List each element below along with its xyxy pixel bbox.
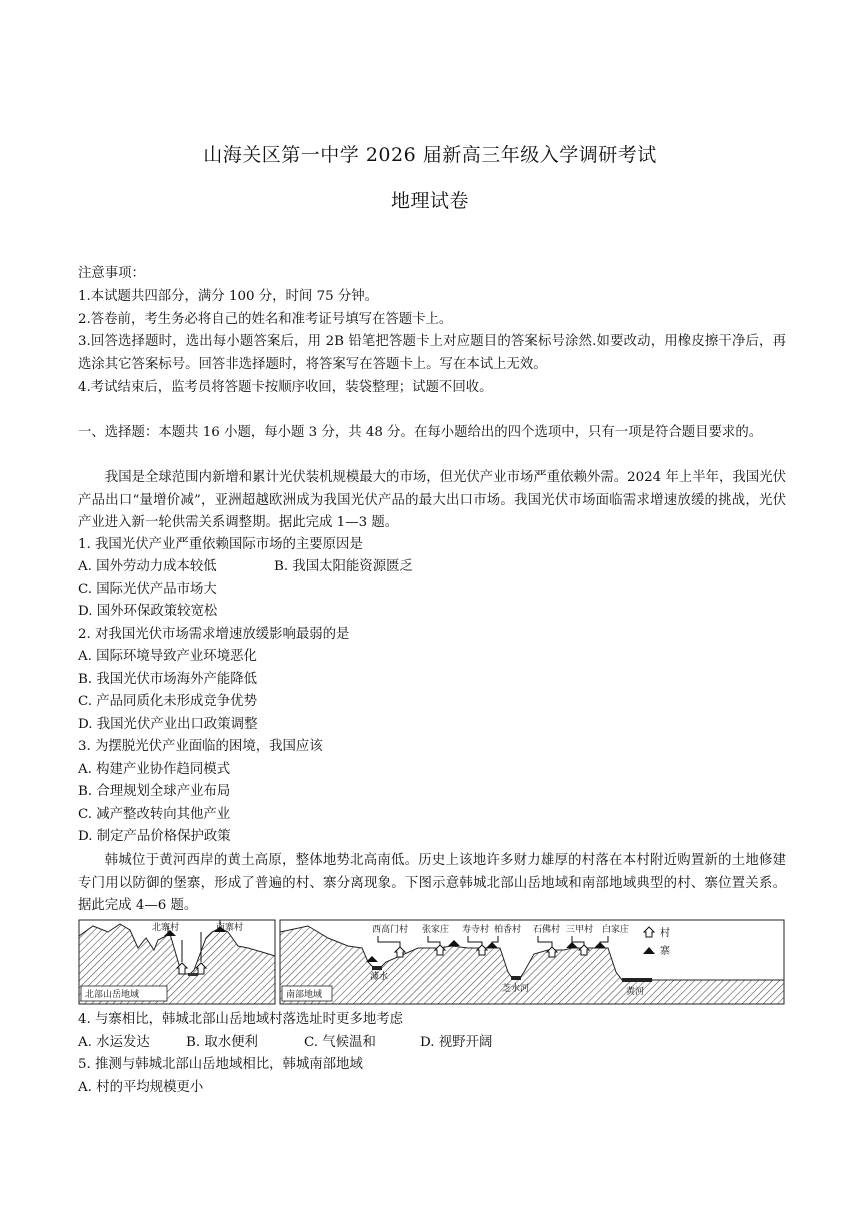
notice-item-2: 2.答卷前，考生务必将自己的姓名和准考证号填写在答题卡上。 — [78, 312, 453, 327]
q1-option-c[interactable]: C. 国际光伏产品市场大 — [78, 582, 217, 597]
south-river-2 — [511, 976, 521, 980]
south-river-1 — [372, 966, 382, 970]
q4-option-d[interactable]: D. 视野开阔 — [420, 1035, 493, 1050]
south-village-7: 白家庄 — [602, 925, 630, 935]
question-3-stem: 3. 为摆脱光伏产业面临的困境，我国应该 — [78, 739, 323, 754]
question-4-stem: 4. 与寨相比，韩城北部山岳地域村落选址时更多地考虑 — [78, 1012, 404, 1027]
legend — [634, 924, 782, 962]
passage-1: 我国是全球范围内新增和累计光伏装机规模最大的市场，但光伏产业市场严重依赖外需。2024 年上半年，我国光伏产品出口“量增价减”，亚洲超越欧洲成为我国光伏产品的最大出口市场。我国光伏市场面临需求增速放缓的挑战，光伏产业进入新一轮供需关系调整期。据此完成 1—3 题。 — [78, 470, 787, 531]
passage-2: 韩城位于黄河西岸的黄土高原，整体地势北高南低。历史上该地许多财力雄厚的村落在本村附近购置新的土地修建专门用以防御的堡寨，形成了普遍的村、寨分离现象。下图示意韩城北部山岳地域和南部地域典型的村、寨位置关系。据此完成 4—6 题。 — [78, 853, 786, 914]
notice-item-4: 4.考试结束后，监考员将答题卡按顺序收回，装袋整理；试题不回收。 — [78, 380, 493, 395]
q1-option-b[interactable]: B. 我国太阳能资源匮乏 — [274, 559, 413, 574]
south-village-6: 三甲村 — [566, 925, 594, 935]
river-label-1: 澽水 — [370, 972, 389, 982]
question-5-stem: 5. 推测与韩城北部山岳地域相比，韩城南部地域 — [78, 1057, 363, 1072]
q4-option-a[interactable]: A. 水运发达 — [78, 1035, 150, 1050]
exam-subject: 地理试卷 — [390, 190, 469, 212]
north-village-2: 南寨村 — [216, 923, 244, 933]
south-panel-label: 南部地域 — [286, 990, 323, 1000]
q4-option-b[interactable]: B. 取水便利 — [186, 1035, 258, 1050]
q2-option-c[interactable]: C. 产品同质化未形成竞争优势 — [78, 694, 257, 709]
legend-fort-label: 寨 — [660, 946, 670, 957]
south-village-3: 寿寺村 — [462, 925, 490, 935]
south-village-5: 石佛村 — [533, 925, 561, 935]
south-village-1: 西高门村 — [372, 925, 409, 935]
south-village-2: 张家庄 — [422, 925, 450, 935]
north-panel-label: 北部山岳地域 — [85, 990, 140, 1000]
q3-option-b[interactable]: B. 合理规划全球产业布局 — [78, 784, 231, 799]
question-1-options-ab — [78, 557, 413, 577]
q2-option-b[interactable]: B. 我国光伏市场海外产能降低 — [78, 672, 258, 687]
question-1-stem: 1. 我国光伏产业严重依赖国际市场的主要原因是 — [78, 537, 363, 552]
village-fort-diagram — [78, 918, 786, 1006]
river-label-3: 黄河 — [626, 987, 645, 997]
notice-item-1: 1.本试题共四部分，满分 100 分，时间 75 分钟。 — [78, 289, 379, 304]
question-4-options — [78, 1033, 492, 1053]
north-panel — [79, 920, 275, 1004]
q4-option-c[interactable]: C. 气候温和 — [304, 1035, 376, 1050]
river-label-2: 芝水河 — [502, 984, 530, 994]
south-river-3 — [622, 978, 652, 982]
north-river — [188, 973, 198, 976]
q3-option-a[interactable]: A. 构建产业协作趋同模式 — [78, 762, 231, 777]
north-village-1: 北寨村 — [152, 923, 180, 933]
q2-option-a[interactable]: A. 国际环境导致产业环境恶化 — [78, 649, 257, 664]
q2-option-d[interactable]: D. 我国光伏产业出口政策调整 — [78, 717, 258, 732]
q5-option-a[interactable]: A. 村的平均规模更小 — [78, 1080, 204, 1095]
q1-option-a[interactable]: A. 国外劳动力成本较低 — [78, 559, 217, 574]
q1-option-d[interactable]: D. 国外环保政策较宽松 — [78, 604, 218, 619]
section-heading: 一、选择题：本题共 16 小题，每小题 3 分，共 48 分。在每小题给出的四个选项中，只有一项是符合题目要求的。 — [78, 425, 763, 440]
question-2-stem: 2. 对我国光伏市场需求增速放缓影响最弱的是 — [78, 627, 350, 642]
notice-item-3: 3.回答选择题时，选出每小题答案后，用 2B 铅笔把答题卡上对应题目的答案标号涂然.如要改动，用橡皮擦干净后，再选涂其它答案标号。回答非选择题时，将答案写在答题卡上。写在本试上无效。 — [78, 334, 786, 372]
legend-village-label: 村 — [660, 928, 670, 939]
south-village-4: 柏香村 — [494, 925, 522, 935]
q3-option-d[interactable]: D. 制定产品价格保护政策 — [78, 829, 231, 844]
q3-option-c[interactable]: C. 减产整改转向其他产业 — [78, 807, 231, 822]
exam-title: 山海关区第一中学 2026 届新高三年级入学调研考试 — [203, 144, 657, 166]
notice-heading: 注意事项： — [78, 266, 145, 281]
